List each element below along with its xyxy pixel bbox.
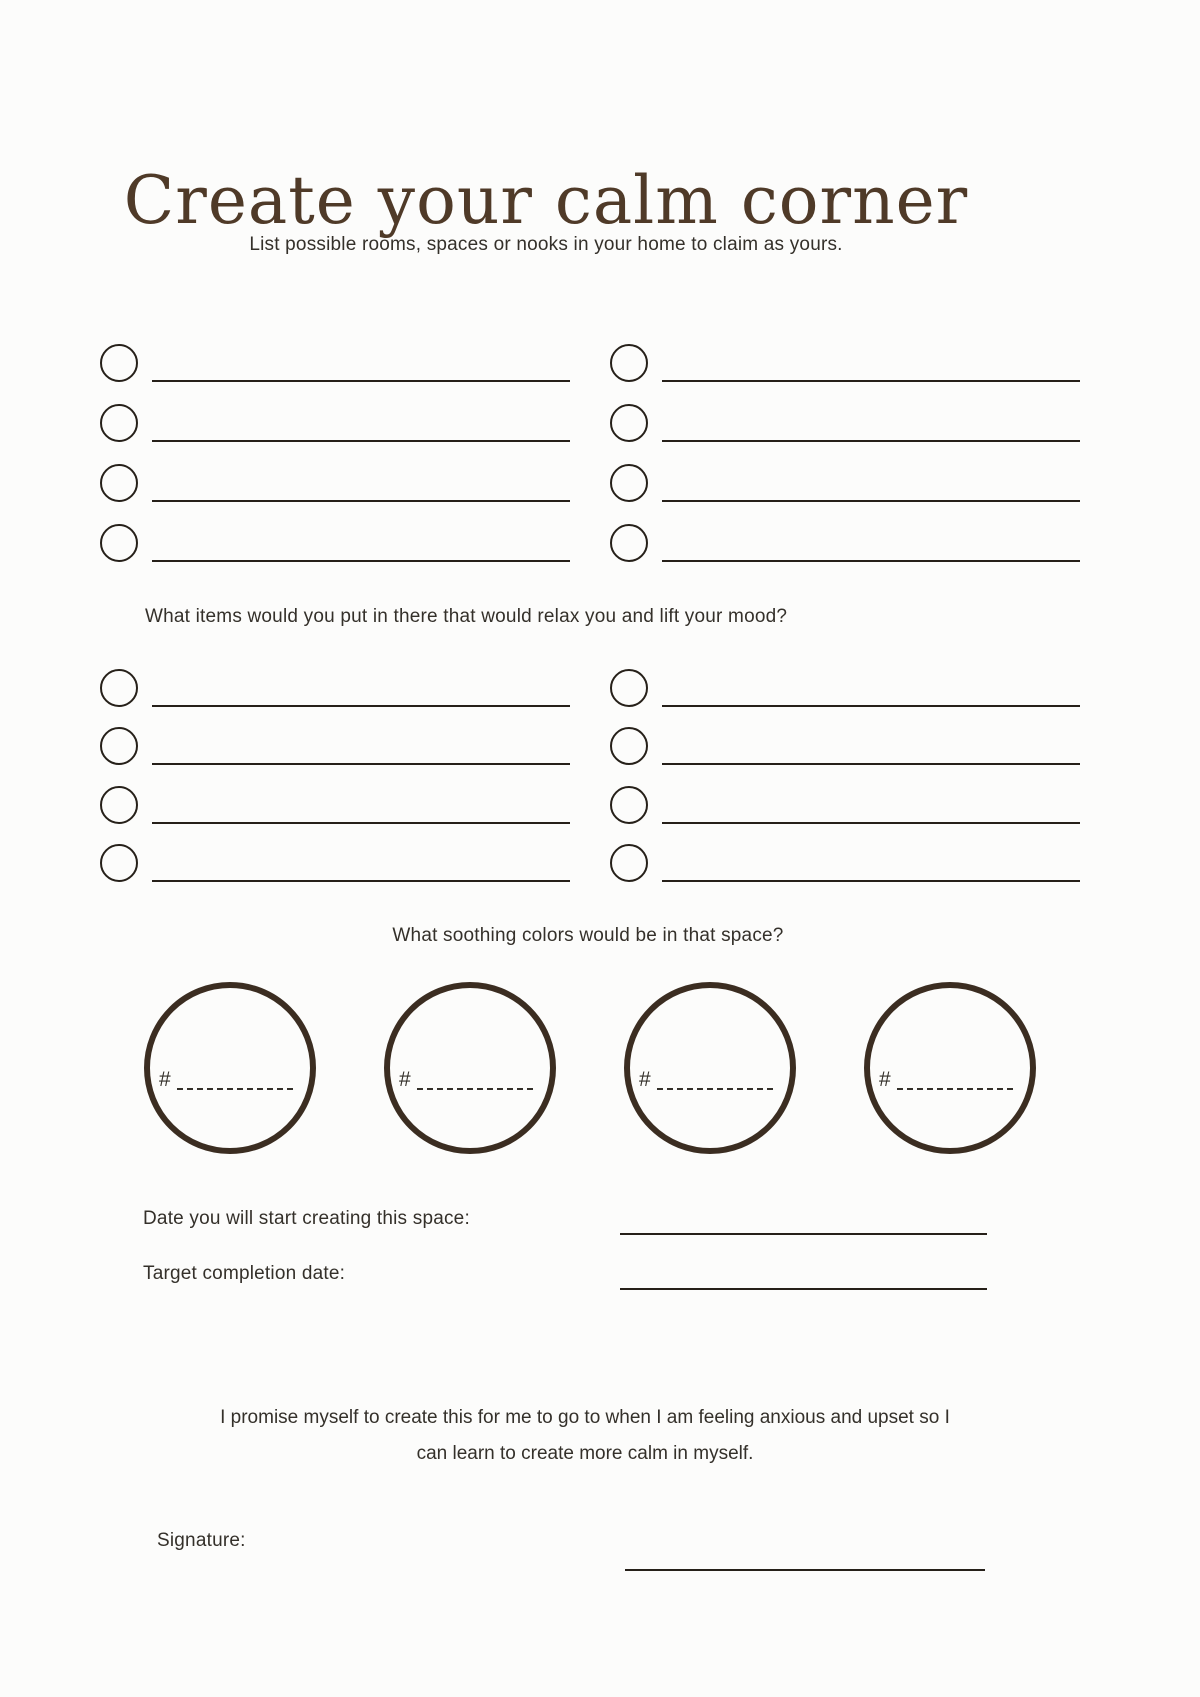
list-row-items bbox=[610, 786, 1080, 824]
promise-line-2: can learn to create more calm in myself. bbox=[416, 1443, 754, 1464]
list-row-items bbox=[100, 844, 570, 882]
list-row-items bbox=[610, 844, 1080, 882]
promise-statement bbox=[0, 1400, 1170, 1472]
write-line[interactable] bbox=[662, 822, 1080, 824]
bullet-circle[interactable] bbox=[610, 524, 648, 562]
subtitle: List possible rooms, spaces or nooks in your home to claim as yours. bbox=[249, 234, 843, 255]
bullet-circle[interactable] bbox=[610, 786, 648, 824]
write-line[interactable] bbox=[662, 763, 1080, 765]
list-row-items bbox=[100, 669, 570, 707]
promise-line-1: I promise myself to create this for me to go to when I am feeling anxious and upset so I bbox=[220, 1407, 950, 1428]
bullet-circle[interactable] bbox=[100, 727, 138, 765]
list-row-items bbox=[100, 786, 570, 824]
write-line[interactable] bbox=[152, 822, 570, 824]
bullet-circle[interactable] bbox=[610, 344, 648, 382]
color-circle[interactable] bbox=[384, 982, 556, 1154]
hex-code-field bbox=[639, 1070, 773, 1090]
list-row-items bbox=[610, 669, 1080, 707]
write-line[interactable] bbox=[662, 880, 1080, 882]
list-row-rooms bbox=[100, 404, 570, 442]
completion-date-label: Target completion date: bbox=[143, 1263, 346, 1284]
bullet-circle[interactable] bbox=[610, 669, 648, 707]
items-question: What items would you put in there that would relax you and lift your mood? bbox=[145, 606, 788, 627]
bullet-circle[interactable] bbox=[610, 464, 648, 502]
bullet-circle[interactable] bbox=[100, 669, 138, 707]
write-line[interactable] bbox=[662, 440, 1080, 442]
list-row-rooms bbox=[610, 524, 1080, 562]
write-line[interactable] bbox=[152, 763, 570, 765]
write-line[interactable] bbox=[152, 380, 570, 382]
write-line[interactable] bbox=[152, 880, 570, 882]
hex-code-field bbox=[879, 1070, 1013, 1090]
signature-line[interactable] bbox=[625, 1569, 985, 1571]
write-line[interactable] bbox=[152, 440, 570, 442]
write-line[interactable] bbox=[152, 500, 570, 502]
color-circles-group bbox=[144, 982, 1036, 1154]
list-row-items bbox=[610, 727, 1080, 765]
bullet-circle[interactable] bbox=[610, 727, 648, 765]
start-date-label: Date you will start creating this space: bbox=[143, 1208, 470, 1229]
hex-code-field bbox=[399, 1070, 533, 1090]
list-row-items bbox=[100, 727, 570, 765]
color-circle[interactable] bbox=[144, 982, 316, 1154]
bullet-circle[interactable] bbox=[610, 844, 648, 882]
hex-code-line[interactable] bbox=[657, 1074, 773, 1090]
hash-symbol: # bbox=[399, 1068, 411, 1091]
start-date-line[interactable] bbox=[620, 1233, 987, 1235]
list-row-rooms bbox=[610, 344, 1080, 382]
bullet-circle[interactable] bbox=[100, 344, 138, 382]
write-line[interactable] bbox=[662, 380, 1080, 382]
bullet-circle[interactable] bbox=[100, 464, 138, 502]
write-line[interactable] bbox=[152, 705, 570, 707]
list-row-rooms bbox=[100, 524, 570, 562]
write-line[interactable] bbox=[152, 560, 570, 562]
color-circle[interactable] bbox=[624, 982, 796, 1154]
write-line[interactable] bbox=[662, 705, 1080, 707]
list-row-rooms bbox=[610, 464, 1080, 502]
hash-symbol: # bbox=[639, 1068, 651, 1091]
bullet-circle[interactable] bbox=[100, 404, 138, 442]
list-row-rooms bbox=[610, 404, 1080, 442]
hex-code-field bbox=[159, 1070, 293, 1090]
signature-label: Signature: bbox=[157, 1530, 246, 1551]
bullet-circle[interactable] bbox=[610, 404, 648, 442]
bullet-circle[interactable] bbox=[100, 844, 138, 882]
bullet-circle[interactable] bbox=[100, 786, 138, 824]
write-line[interactable] bbox=[662, 560, 1080, 562]
hex-code-line[interactable] bbox=[177, 1074, 293, 1090]
hash-symbol: # bbox=[879, 1068, 891, 1091]
hash-symbol: # bbox=[159, 1068, 171, 1091]
completion-date-line[interactable] bbox=[620, 1288, 987, 1290]
list-row-rooms bbox=[100, 344, 570, 382]
page-title: Create your calm corner bbox=[123, 162, 969, 240]
hex-code-line[interactable] bbox=[897, 1074, 1013, 1090]
bullet-circle[interactable] bbox=[100, 524, 138, 562]
list-row-rooms bbox=[100, 464, 570, 502]
color-circle[interactable] bbox=[864, 982, 1036, 1154]
colors-question: What soothing colors would be in that space? bbox=[392, 925, 784, 946]
write-line[interactable] bbox=[662, 500, 1080, 502]
hex-code-line[interactable] bbox=[417, 1074, 533, 1090]
